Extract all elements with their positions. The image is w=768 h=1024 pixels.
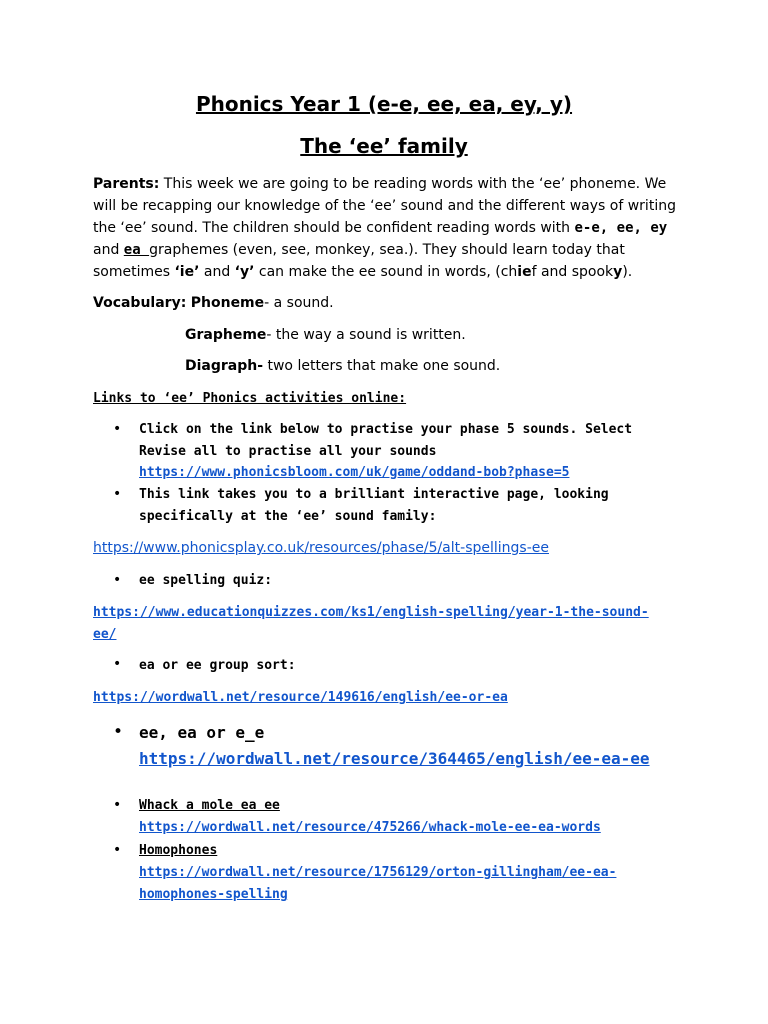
bullet-dot-2: • (113, 486, 122, 502)
intro-text-3: graphemes (even, see, monkey, sea.). They should learn today that sometimes (93, 242, 625, 280)
intro-text-5: can make the ee sound in words, (ch (254, 264, 518, 280)
phonicsbloom-link[interactable]: https://www.phonicsbloom.com/uk/game/oddand-bob?phase=5 (139, 465, 570, 480)
bullet-dot-5: • (113, 722, 124, 742)
intro-ea: ea (123, 242, 150, 258)
vocabulary-phoneme (93, 293, 334, 313)
diagraph-def: two letters that make one sound. (263, 358, 501, 374)
phoneme-def: - a sound. (264, 295, 334, 311)
parents-label: Parents: (93, 176, 160, 192)
page-title: Phonics Year 1 (e-e, ee, ea, ey, y) (195, 92, 573, 116)
bullet-7-text: Homophones (139, 843, 218, 858)
intro-y: ‘y’ (234, 264, 255, 280)
intro-text-7: ). (622, 264, 633, 280)
intro-ie: ‘ie’ (174, 264, 200, 280)
wordwall-homophones-link-line-2[interactable]: homophones-spelling (139, 887, 288, 902)
vocabulary-grapheme (185, 325, 466, 345)
wordwall-whack-mole-link[interactable]: https://wordwall.net/resource/475266/whack-mole-ee-ea-words (139, 820, 601, 835)
links-heading: Links to ‘ee’ Phonics activities online: (93, 391, 407, 406)
phonicsplay-link[interactable]: https://www.phonicsplay.co.uk/resources/phase/5/alt-spellings-ee (93, 540, 549, 556)
educationquizzes-link-line-1[interactable]: https://www.educationquizzes.com/ks1/english-spelling/year-1-the-sound- (93, 605, 649, 620)
bullet-3-text: ee spelling quiz: (139, 573, 273, 588)
educationquizzes-link-line-2[interactable]: ee/ (93, 627, 117, 642)
wordwall-ee-or-ea-link[interactable]: https://wordwall.net/resource/149616/english/ee-or-ea (93, 690, 508, 705)
grapheme-def: - the way a sound is written. (266, 327, 466, 343)
wordwall-homophones-link-line-1[interactable]: https://wordwall.net/resource/1756129/orton-gillingham/ee-ea- (139, 865, 617, 880)
wordwall-ee-ea-ee-link[interactable]: https://wordwall.net/resource/364465/english/ee-ea-ee (139, 749, 650, 768)
bullet-dot-3: • (113, 572, 122, 588)
intro-text-1: This week we are going to be reading words with the ‘ee’ phoneme. We will be recapping our knowledge of the ‘ee’ sound and the different ways of writing the ‘ee’ sound. The children should be confident reading words with (93, 176, 676, 236)
bullet-dot-1: • (113, 421, 122, 437)
phoneme-term: Phoneme (190, 295, 265, 311)
bullet-dot-6: • (113, 797, 122, 813)
bullet-1-text: Click on the link below to practise your phase 5 sounds. Select Revise all to practise all your sounds (139, 422, 633, 459)
intro-ie-in-word: ie (517, 264, 532, 280)
intro-text-4: and (199, 264, 235, 280)
diagraph-term: Diagraph- (185, 358, 264, 374)
vocabulary-label: Vocabulary: (93, 295, 187, 311)
intro-bold-graphemes: e-e, ee, ey (574, 220, 668, 236)
bullet-dot-4: • (113, 656, 122, 672)
bullet-5-text: ee, ea or e_e (139, 723, 265, 742)
grapheme-term: Grapheme (185, 327, 267, 343)
bullet-6-text: Whack a mole ea ee (139, 798, 280, 813)
vocabulary-diagraph (185, 356, 500, 376)
intro-y-in-word: y (613, 264, 623, 280)
parents-intro (93, 173, 683, 283)
page-subtitle: The ‘ee’ family (300, 134, 468, 158)
bullet-2-text: This link takes you to a brilliant interactive page, looking specifically at the ‘ee’ sound family: (139, 487, 609, 524)
intro-text-2: and (93, 242, 124, 258)
intro-text-6: f and spook (531, 264, 614, 280)
bullet-4-text: ea or ee group sort: (139, 658, 296, 673)
bullet-dot-7: • (113, 842, 122, 858)
